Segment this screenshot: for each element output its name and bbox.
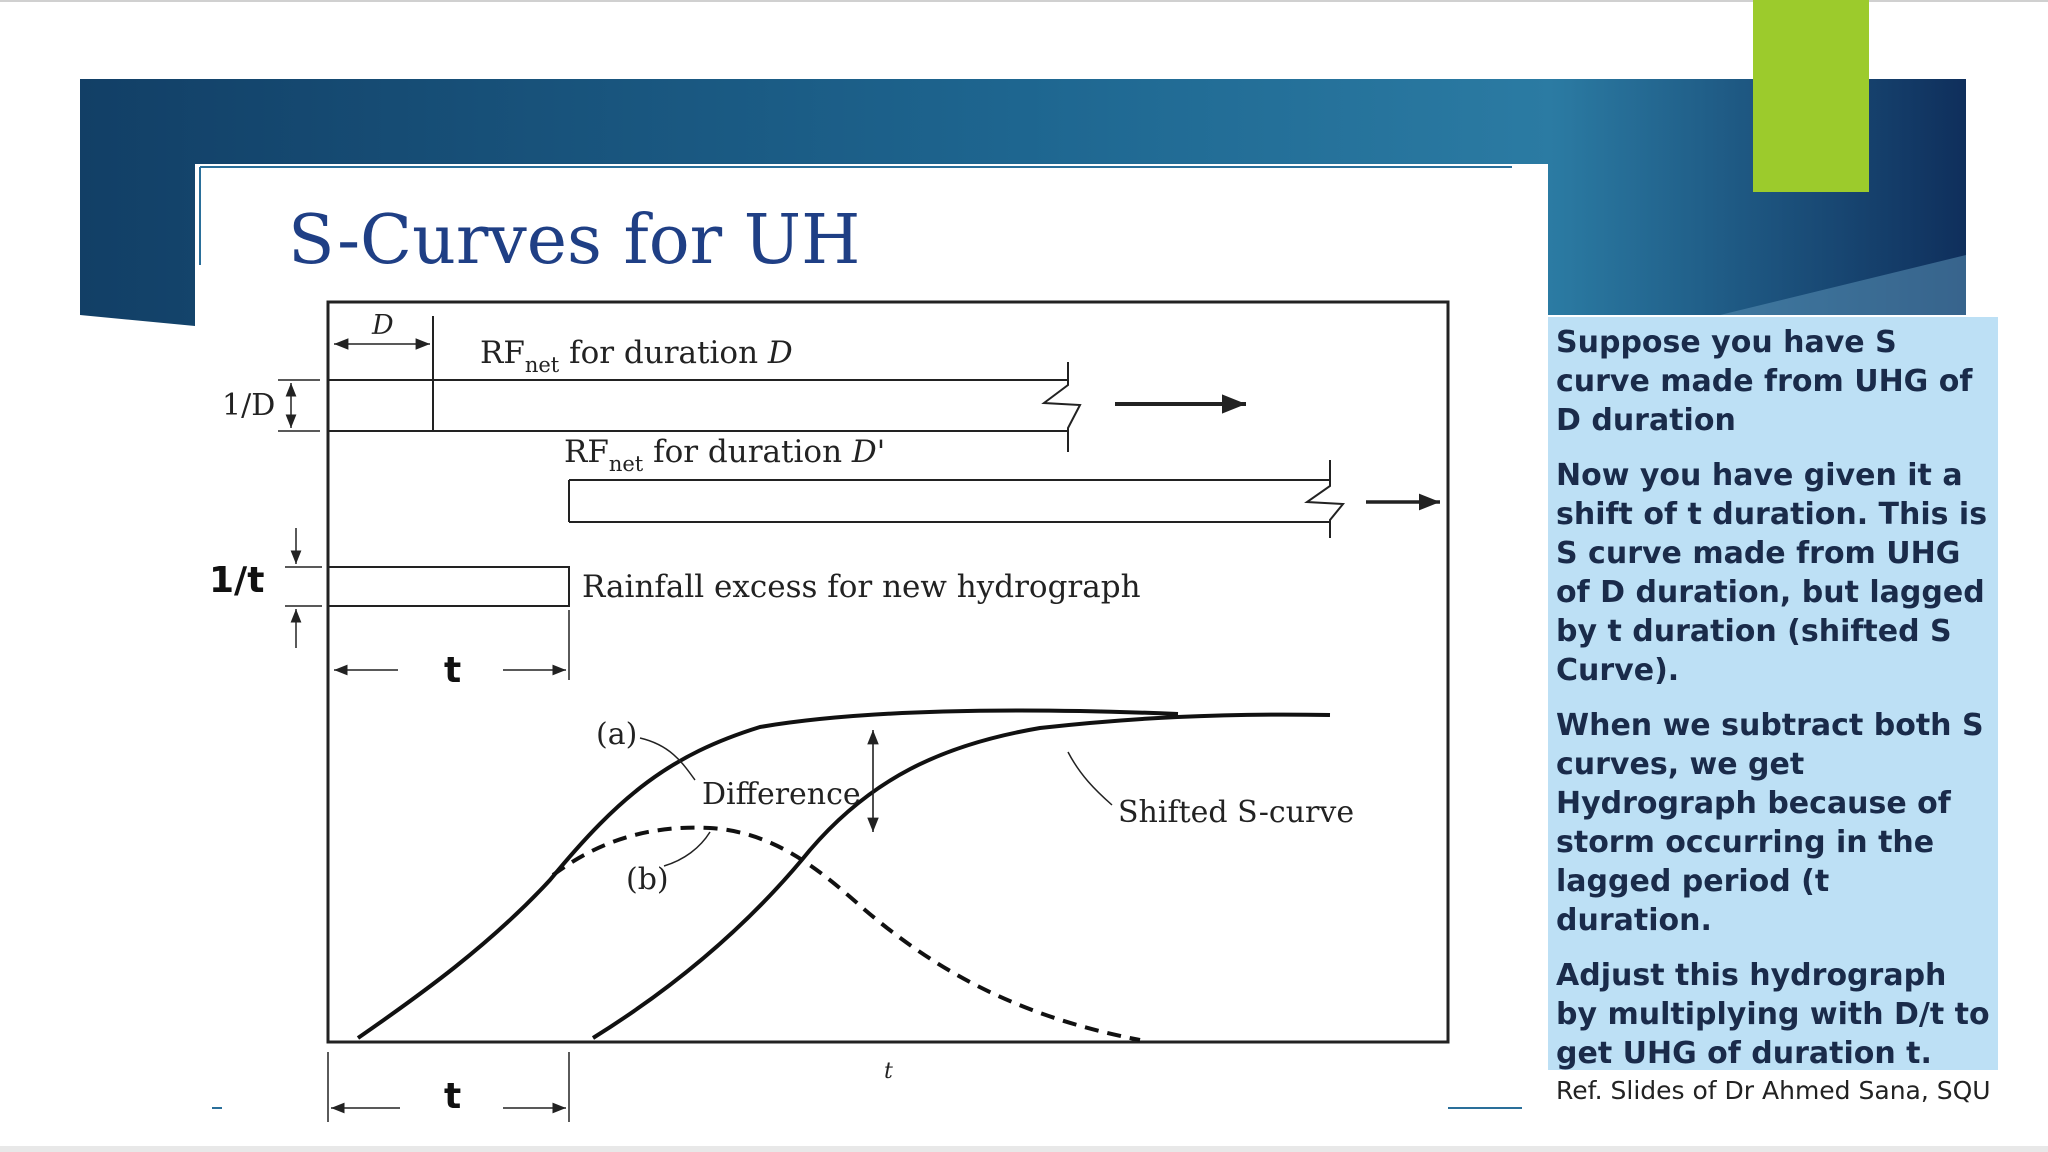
label-a: (a) xyxy=(596,717,638,752)
note-paragraph-3: When we subtract both S curves, we get Hydrograph because of storm occurring in the lagged period (t duration. xyxy=(1556,708,1984,938)
label-1-over-t: 1/t xyxy=(209,560,265,601)
rf-d-label: $RF_{net}$ for duration D xyxy=(480,335,793,377)
note-paragraph-2: Now you have given it a shift of t duration. This is S curve made from UHG of D duration, but lagged by t duration (shifted S Curve). xyxy=(1556,458,1988,688)
bottom-border xyxy=(0,1146,2048,1152)
label-t-upper: t xyxy=(444,650,462,691)
label-t-lower: t xyxy=(444,1076,462,1117)
label-b: (b) xyxy=(626,862,669,897)
axis-t-label: t xyxy=(884,1059,893,1084)
label-1-over-d: 1/D xyxy=(222,388,276,423)
rf-dprime-label: $RF_{net}$ for duration D' xyxy=(564,434,886,476)
note-paragraph-4: Adjust this hydrograph by multiplying with D/t to get UHG of duration t. xyxy=(1556,958,1990,1071)
difference-label: Difference xyxy=(702,777,861,812)
label-d: D xyxy=(372,310,394,341)
shifted-s-curve-label: Shifted S-curve xyxy=(1118,795,1355,830)
notes-panel xyxy=(1548,317,1998,1070)
slide-title: S-Curves for UH xyxy=(288,201,861,280)
reference-text: Ref. Slides of Dr Ahmed Sana, SQU xyxy=(1556,1076,1991,1105)
image-panel xyxy=(195,164,1548,1124)
note-paragraph-1: Suppose you have S curve made from UHG of D duration xyxy=(1556,325,1973,438)
green-accent-tab xyxy=(1753,0,1869,192)
rainfall-excess-label: Rainfall excess for new hydrograph xyxy=(582,569,1141,605)
